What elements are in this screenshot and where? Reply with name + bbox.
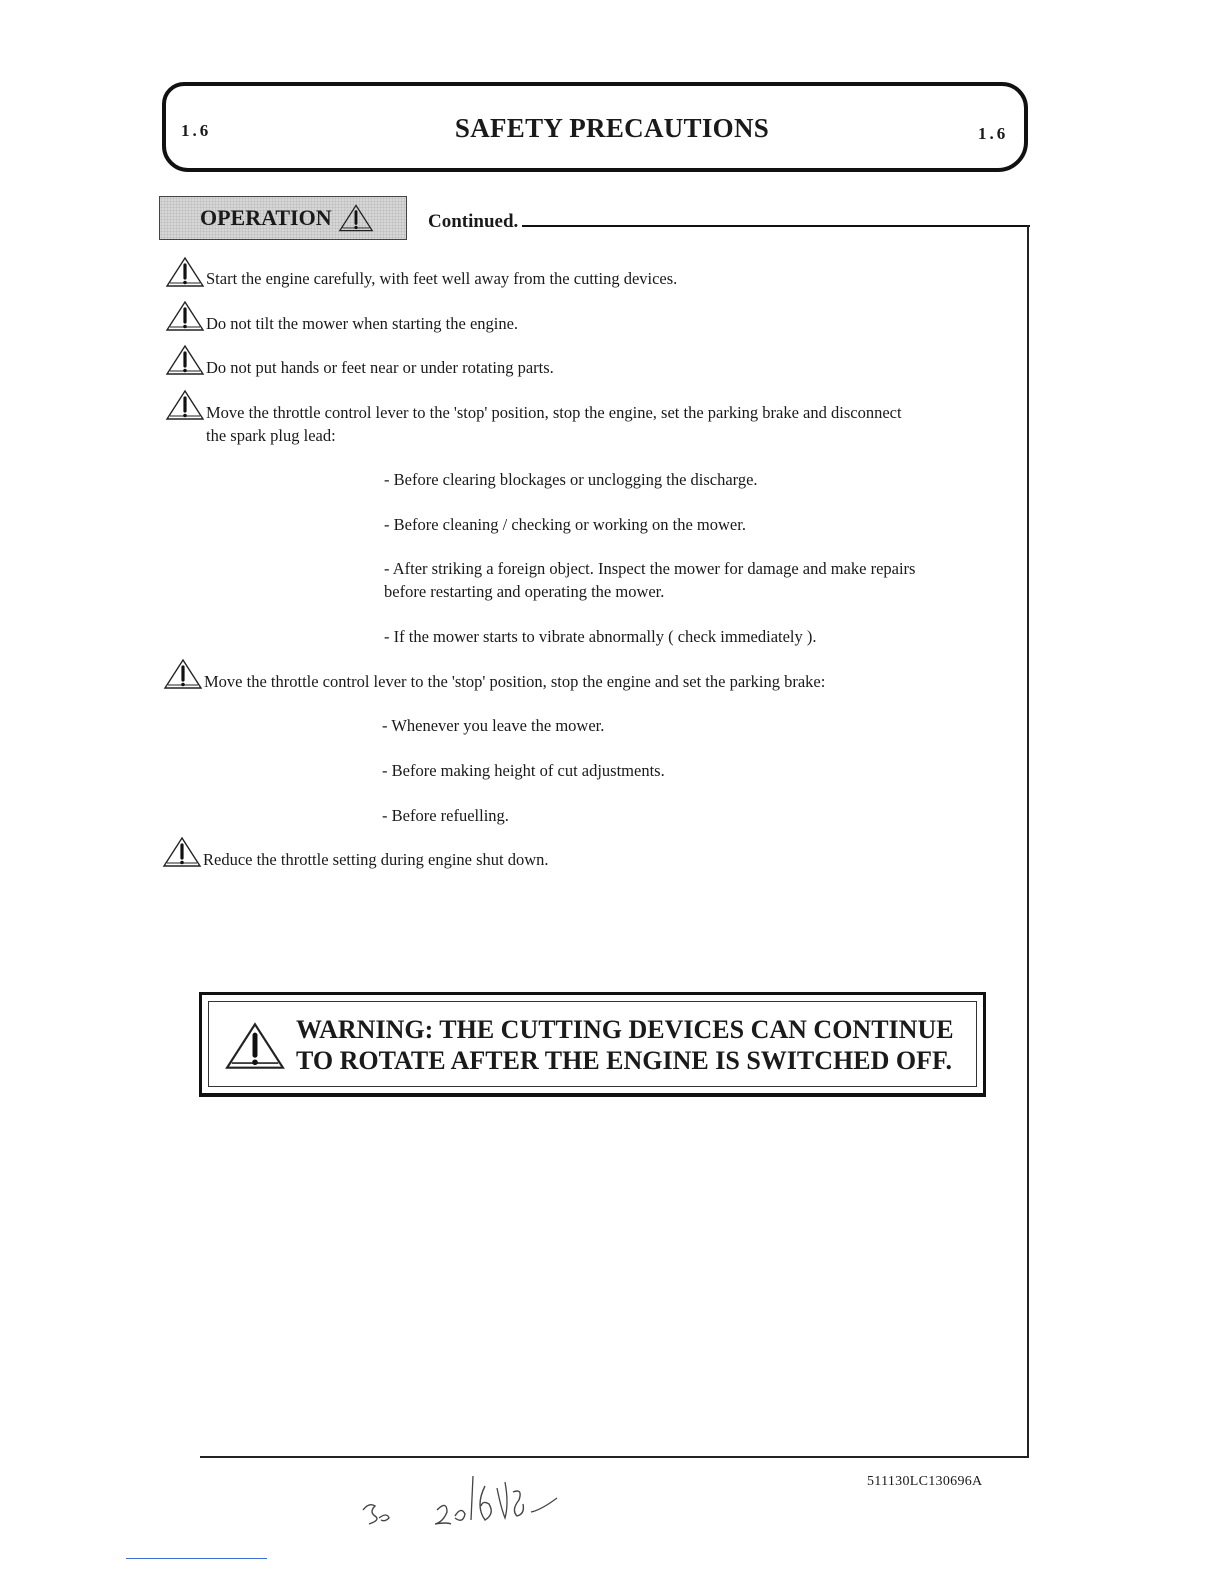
warning-triangle-icon bbox=[224, 1018, 286, 1074]
precaution-item: Start the engine carefully, with feet well away from the cutting devices. bbox=[206, 269, 678, 288]
top-divider bbox=[522, 225, 1030, 227]
operation-label: OPERATION bbox=[200, 205, 332, 230]
precaution-item: Reduce the throttle setting during engine shut down. bbox=[203, 850, 549, 869]
warning-triangle-icon bbox=[164, 344, 206, 376]
sub-item: - After striking a foreign object. Inspect the mower for damage and make repairs bbox=[384, 559, 916, 578]
operation-tab bbox=[159, 196, 407, 240]
warning-message bbox=[296, 1014, 954, 1076]
document-reference: 511130LC130696A bbox=[867, 1474, 983, 1489]
sub-item: - Before refuelling. bbox=[382, 806, 509, 825]
scan-artifact-line bbox=[126, 1558, 267, 1559]
handwritten-note-icon bbox=[355, 1466, 585, 1536]
warning-line-2: TO ROTATE AFTER THE ENGINE IS SWITCHED OFF. bbox=[296, 1046, 952, 1075]
warning-triangle-icon bbox=[162, 658, 204, 690]
sub-item: - Before making height of cut adjustments. bbox=[382, 761, 665, 780]
warning-triangle-icon bbox=[164, 389, 206, 421]
precaution-item: Move the throttle control lever to the 'stop' position, stop the engine, set the parking brake and disconnect bbox=[206, 403, 902, 422]
sub-item: - Before clearing blockages or unclogging the discharge. bbox=[384, 470, 758, 489]
precaution-item: Do not put hands or feet near or under rotating parts. bbox=[206, 358, 554, 377]
right-border bbox=[1027, 225, 1029, 1458]
warning-triangle-icon bbox=[161, 836, 203, 868]
sub-item: - Before cleaning / checking or working on the mower. bbox=[384, 515, 746, 534]
warning-line-1: WARNING: THE CUTTING DEVICES CAN CONTINUE bbox=[296, 1015, 954, 1044]
precaution-item: Do not tilt the mower when starting the engine. bbox=[206, 314, 519, 333]
section-number-right: 1.6 bbox=[978, 124, 1009, 143]
warning-triangle-icon bbox=[338, 203, 374, 233]
continued-label: Continued. bbox=[428, 211, 519, 232]
bottom-divider bbox=[200, 1456, 1029, 1458]
warning-triangle-icon bbox=[164, 300, 206, 332]
sub-item: - If the mower starts to vibrate abnormally ( check immediately ). bbox=[384, 627, 817, 646]
precaution-item: Move the throttle control lever to the 'stop' position, stop the engine and set the parking brake: bbox=[204, 672, 826, 691]
sub-item: - Whenever you leave the mower. bbox=[382, 716, 605, 735]
warning-triangle-icon bbox=[164, 256, 206, 288]
sub-item-continuation: before restarting and operating the mower. bbox=[384, 582, 665, 601]
section-number-left: 1.6 bbox=[181, 121, 212, 140]
precaution-item-continuation: the spark plug lead: bbox=[206, 426, 336, 445]
page-title: SAFETY PRECAUTIONS bbox=[454, 113, 770, 143]
